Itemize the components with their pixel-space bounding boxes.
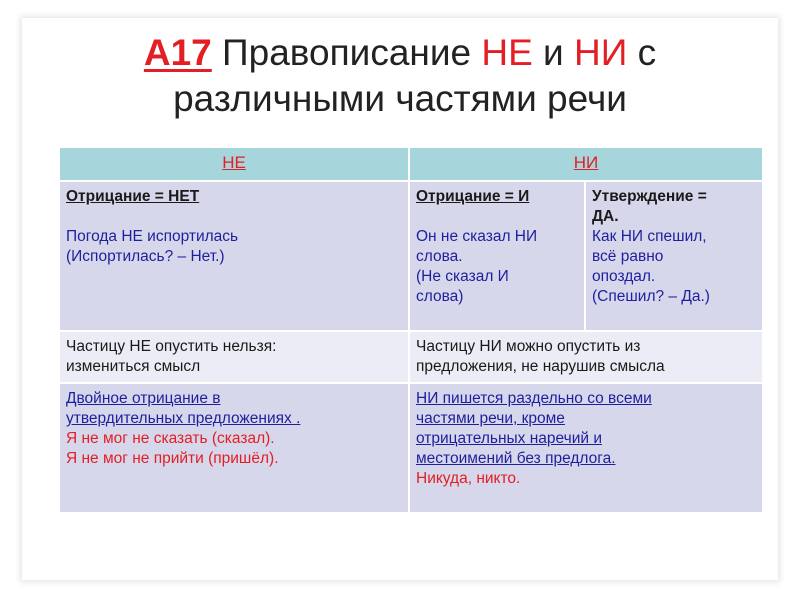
ni-negation-example: слова. — [416, 248, 463, 265]
table-row — [59, 331, 763, 383]
ni-affirmation-example: Как НИ спешил, — [592, 228, 707, 245]
slide-title — [0, 30, 800, 122]
ni-omit-line: предложения, не нарушив смысла — [416, 358, 665, 375]
ne-omit-line: измениться смысл — [66, 358, 201, 375]
ni-negation-example: Он не сказал НИ — [416, 228, 538, 245]
ni-affirmation-example: (Спешил? – Да.) — [592, 288, 710, 305]
ni-separate-example: Никуда, никто. — [416, 470, 521, 487]
title-line2: различными частями речи — [173, 78, 627, 119]
ne-negation-heading: Отрицание = НЕТ — [66, 188, 200, 205]
ni-affirmation-heading: ДА. — [592, 208, 619, 225]
rules-table — [58, 146, 764, 514]
table-row — [59, 181, 763, 331]
ni-separate-line: отрицательных наречий и — [416, 430, 602, 447]
title-ni: НИ — [574, 32, 628, 73]
cell-ni-separate-rule — [409, 383, 763, 513]
title-code: А17 — [143, 32, 212, 73]
ni-negation-example: слова) — [416, 288, 464, 305]
title-part2: с — [627, 32, 657, 73]
cell-ne-double-negation — [59, 383, 409, 513]
header-ni: НИ — [409, 147, 763, 181]
header-row — [59, 147, 763, 181]
ni-affirmation-example: опоздал. — [592, 268, 656, 285]
header-ne: НЕ — [59, 147, 409, 181]
title-and: и — [532, 32, 574, 73]
ne-omit-line: Частицу НЕ опустить нельзя: — [66, 338, 277, 355]
ne-double-neg-example: Я не мог не прийти (пришёл). — [66, 450, 279, 467]
ni-affirmation-example: всё равно — [592, 248, 664, 265]
ne-double-neg-line: утвердительных предложениях . — [66, 410, 301, 427]
ni-separate-line: местоимений без предлога. — [416, 450, 616, 467]
cell-ne-omit-rule — [59, 331, 409, 383]
ni-separate-line: НИ пишется раздельно со всеми — [416, 390, 652, 407]
ni-negation-heading: Отрицание = И — [416, 188, 530, 205]
ni-omit-line: Частицу НИ можно опустить из — [416, 338, 641, 355]
ni-affirmation-heading: Утверждение = — [592, 188, 707, 205]
ni-negation-example: (Не сказал И — [416, 268, 509, 285]
ne-double-neg-example: Я не мог не сказать (сказал). — [66, 430, 275, 447]
title-ne: НЕ — [481, 32, 533, 73]
cell-ne-negation — [59, 181, 409, 331]
ni-separate-line: частями речи, кроме — [416, 410, 565, 427]
cell-ni-omit-rule — [409, 331, 763, 383]
ne-example-line: (Испортилась? – Нет.) — [66, 248, 225, 265]
title-part1: Правописание — [211, 32, 482, 73]
ne-double-neg-line: Двойное отрицание в — [66, 390, 221, 407]
table-row — [59, 383, 763, 513]
cell-ni-negation — [409, 181, 585, 331]
ne-example-line: Погода НЕ испортилась — [66, 228, 239, 245]
cell-ni-affirmation — [585, 181, 763, 331]
